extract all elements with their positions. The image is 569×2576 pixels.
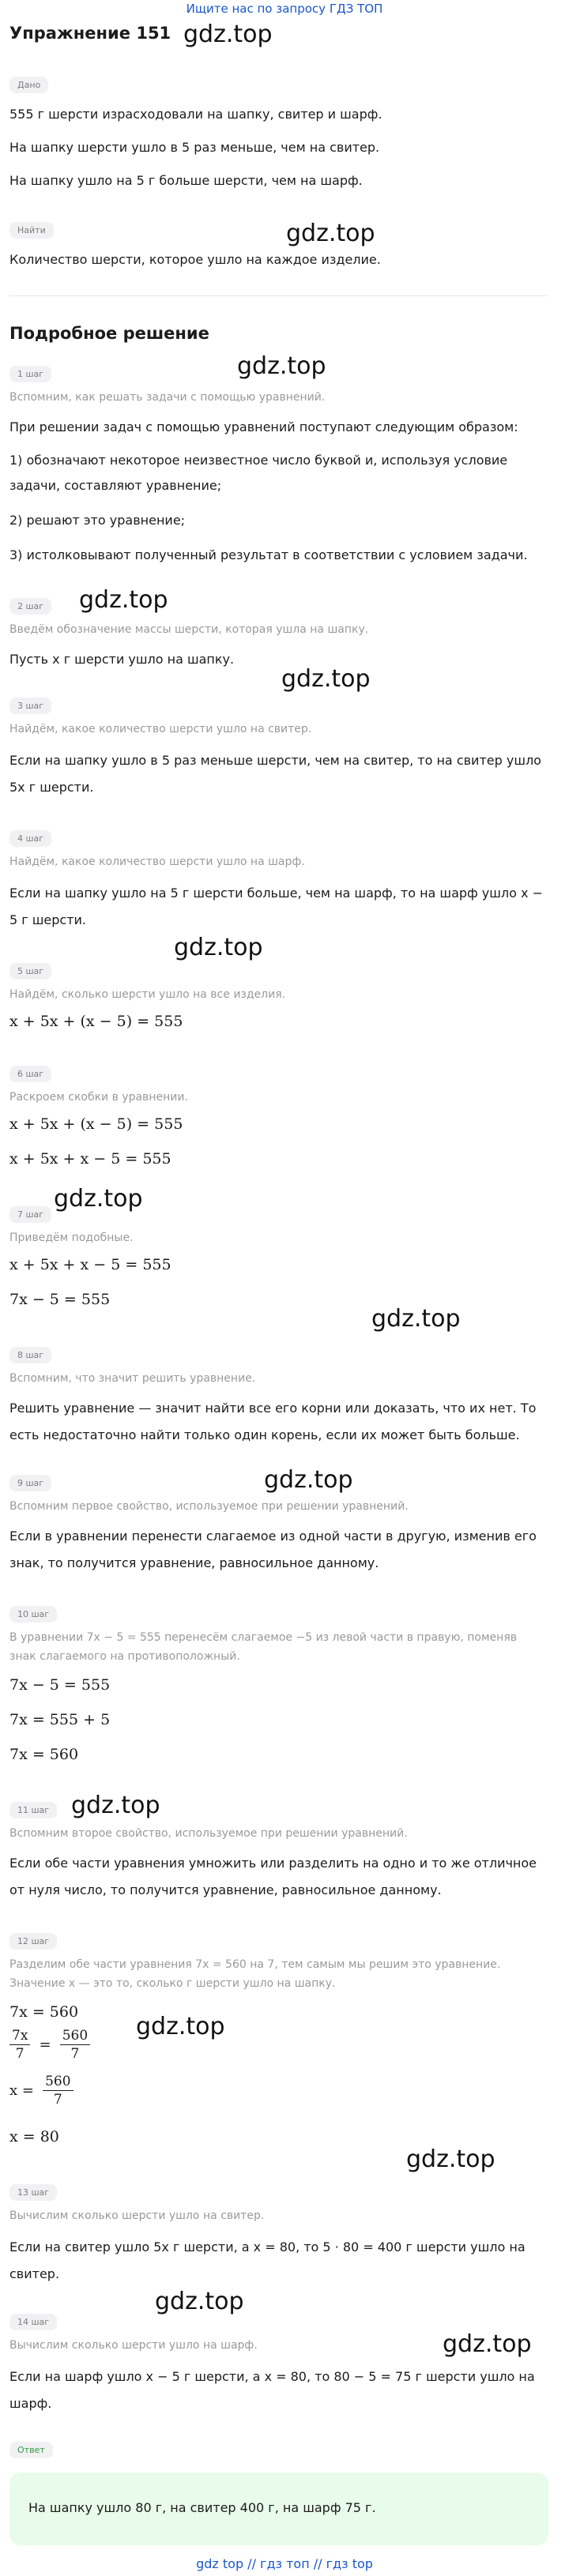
fraction: $\frac{560}{7}$ — [43, 2073, 73, 2108]
watermark: gdz.top — [281, 665, 371, 693]
find-badge: Найти — [9, 221, 54, 239]
watermark: gdz.top — [264, 1466, 353, 1494]
step-badge: 14 шаг — [9, 2313, 57, 2330]
step-text: шарф. — [9, 2396, 52, 2411]
fraction-equation — [9, 2073, 73, 2108]
step-text: Пусть x г шерсти ушло на шапку. — [9, 652, 235, 667]
given-line-2: На шапку шерсти ушло в 5 раз меньше, чем на свитер. — [9, 140, 380, 155]
step-badge: 1 шаг — [9, 365, 51, 382]
step-hint: В уравнении 7x − 5 = 555 перенесём слагаемое −5 из левой части в правую, поменяв — [9, 1631, 517, 1644]
watermark: gdz.top — [286, 220, 375, 247]
top-search-hint[interactable]: Ищите нас по запросу ГДЗ ТОП — [186, 2, 383, 16]
step-badge: 10 шаг — [9, 1605, 57, 1623]
step-text: 1) обозначают некоторое неизвестное число буквой и, используя условие — [9, 453, 508, 468]
answer-badge: Ответ — [9, 2441, 53, 2458]
step-hint: знак слагаемого на противоположный. — [9, 1650, 240, 1663]
equation: x + 5x + (x − 5) = 555 — [9, 1013, 183, 1030]
step-text: Если в уравнении перенести слагаемое из одной части в другую, изменив его — [9, 1529, 537, 1544]
step-hint: Приведём подобные. — [9, 1232, 134, 1244]
watermark: gdz.top — [136, 2013, 225, 2040]
equation: 7x = 560 — [9, 1746, 79, 1763]
step-badge: 2 шаг — [9, 597, 51, 615]
step-text: Если на шарф ушло x − 5 г шерсти, а x = 80, то 80 − 5 = 75 г шерсти ушло на — [9, 2369, 535, 2384]
step-hint: Вычислим сколько шерсти ушло на шарф. — [9, 2339, 258, 2352]
step-hint: Вспомним первое свойство, используемое при решении уравнений. — [9, 1500, 409, 1513]
step-hint: Значение x — это то, сколько г шерсти ушло на шапку. — [9, 1977, 336, 1990]
step-text: 2) решают это уравнение; — [9, 513, 186, 528]
equation: x + 5x + x − 5 = 555 — [9, 1256, 171, 1273]
step-text: 5x г шерсти. — [9, 780, 94, 795]
given-line-1: 555 г шерсти израсходовали на шапку, свитер и шарф. — [9, 107, 382, 122]
step-badge: 12 шаг — [9, 1932, 57, 1950]
step-hint: Найдём, сколько шерсти ушло на все изделия. — [9, 988, 286, 1001]
footer-links[interactable]: gdz top // гдз топ // гдз top — [196, 2556, 373, 2571]
step-badge: 11 шаг — [9, 1801, 57, 1818]
step-hint: Вспомним второе свойство, используемое при решении уравнений. — [9, 1827, 408, 1840]
watermark: gdz.top — [71, 1792, 160, 1819]
step-text: задачи, составляют уравнение; — [9, 478, 222, 493]
watermark: gdz.top — [155, 2288, 244, 2315]
equation: x + 5x + (x − 5) = 555 — [9, 1115, 183, 1133]
page-title: Упражнение 151 — [9, 24, 171, 43]
step-text: Если на шапку ушло в 5 раз меньше шерсти, чем на свитер, то на свитер ушло — [9, 753, 541, 768]
equation: 7x − 5 = 555 — [9, 1676, 111, 1694]
given-line-3: На шапку ушло на 5 г больше шерсти, чем на шарф. — [9, 173, 363, 188]
watermark: gdz.top — [174, 934, 263, 961]
step-hint: Введём обозначение массы шерсти, которая ушла на шапку. — [9, 623, 369, 636]
step-hint: Раскроем скобки в уравнении. — [9, 1091, 188, 1104]
x-equals: x = — [9, 2082, 34, 2099]
step-hint: Вспомним, как решать задачи с помощью уравнений. — [9, 391, 326, 404]
step-hint: Найдём, какое количество шерсти ушло на свитер. — [9, 723, 312, 735]
find-line: Количество шерсти, которое ушло на каждое изделие. — [9, 252, 381, 267]
equation: 7x − 5 = 555 — [9, 1291, 111, 1308]
equation: 7x = 555 + 5 — [9, 1711, 111, 1728]
step-text: свитер. — [9, 2266, 60, 2281]
step-badge: 7 шаг — [9, 1205, 51, 1223]
fraction: $\frac{7x}{7}$ — [9, 2027, 30, 2063]
equals-sign: = — [39, 2036, 51, 2053]
divider — [9, 295, 547, 296]
fraction-equation — [9, 2027, 90, 2063]
fraction: $\frac{560}{7}$ — [60, 2027, 90, 2063]
watermark: gdz.top — [371, 1305, 461, 1333]
equation: x + 5x + x − 5 = 555 — [9, 1150, 171, 1168]
step-badge: 13 шаг — [9, 2183, 57, 2201]
watermark: gdz.top — [237, 352, 326, 380]
step-badge: 4 шаг — [9, 829, 51, 847]
step-hint: Разделим обе части уравнения 7x = 560 на 7, тем самым мы решим это уравнение. — [9, 1958, 501, 1971]
step-hint: Найдём, какое количество шерсти ушло на шарф. — [9, 856, 305, 868]
step-text: 5 г шерсти. — [9, 912, 86, 927]
watermark: gdz.top — [443, 2330, 532, 2358]
step-badge: 5 шаг — [9, 962, 51, 980]
step-text: 3) истолковывают полученный результат в соответствии с условием задачи. — [9, 547, 528, 562]
step-hint: Вычислим сколько шерсти ушло на свитер. — [9, 2209, 265, 2222]
step-badge: 9 шаг — [9, 1474, 51, 1491]
step-text: При решении задач с помощью уравнений поступают следующим образом: — [9, 419, 518, 434]
equation: x = 80 — [9, 2128, 59, 2145]
step-text: есть недостаточно найти только один корень, если их может быть больше. — [9, 1427, 520, 1442]
solution-title: Подробное решение — [9, 324, 209, 343]
step-badge: 6 шаг — [9, 1065, 51, 1082]
answer-text: На шапку ушло 80 г, на свитер 400 г, на шарф 75 г. — [28, 2500, 376, 2515]
watermark: gdz.top — [79, 586, 168, 614]
step-hint: Вспомним, что значит решить уравнение. — [9, 1372, 256, 1385]
step-text: Если на свитер ушло 5x г шерсти, а x = 80, то 5 · 80 = 400 г шерсти ушло на — [9, 2239, 526, 2254]
watermark: gdz.top — [183, 21, 273, 48]
watermark: gdz.top — [54, 1185, 143, 1213]
given-badge: Дано — [9, 76, 48, 93]
equation: 7x = 560 — [9, 2003, 79, 2021]
step-text: Решить уравнение — значит найти все его корни или доказать, что их нет. То — [9, 1401, 537, 1416]
step-badge: 8 шаг — [9, 1346, 51, 1363]
step-text: от нуля число, то получится уравнение, равносильное данному. — [9, 1882, 442, 1897]
step-badge: 3 шаг — [9, 697, 51, 714]
step-text: знак, то получится уравнение, равносильное данному. — [9, 1555, 379, 1570]
step-text: Если на шапку ушло на 5 г шерсти больше, чем на шарф, то на шарф ушло x − — [9, 886, 543, 901]
watermark: gdz.top — [406, 2145, 496, 2173]
step-text: Если обе части уравнения умножить или разделить на одно и то же отличное — [9, 1856, 537, 1871]
